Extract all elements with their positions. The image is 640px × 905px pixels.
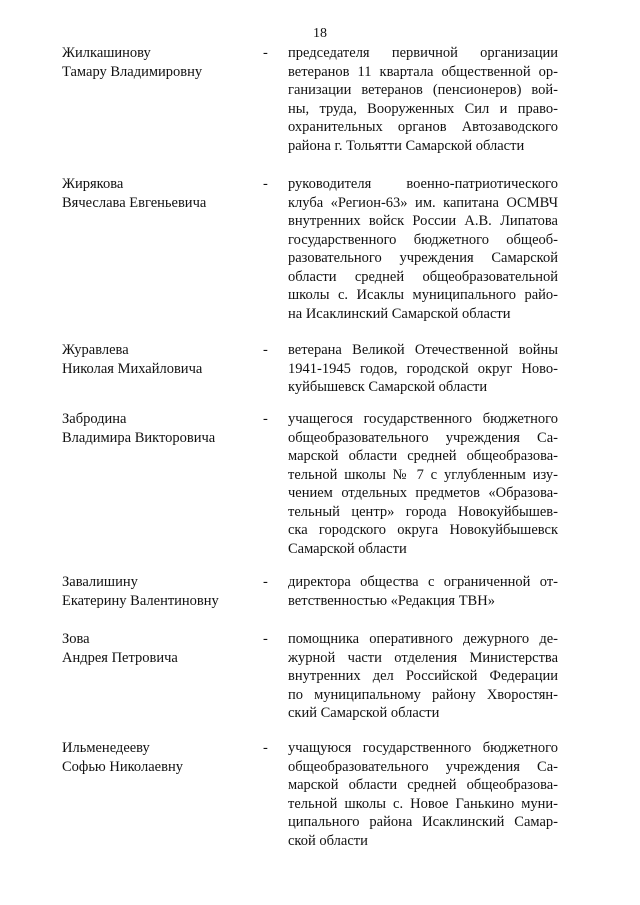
description-line: руководителя военно-патриотического: [288, 176, 558, 192]
person-name: [62, 341, 252, 378]
entry-description: [288, 739, 558, 850]
description-line: разовательного учреждения Самарской: [288, 250, 558, 266]
description-line: директора общества с ограниченной от-: [288, 574, 558, 590]
description-line: ны, труда, Вооруженных Сил и право-: [288, 100, 558, 117]
entry-dash: -: [263, 342, 268, 358]
person-surname: Жилкашинову: [62, 45, 151, 61]
description-line: марской области средней общеобразова-: [288, 448, 558, 464]
description-line: председателя первичной организации: [288, 45, 558, 61]
entry-dash: -: [263, 574, 268, 590]
description-line: области средней общеобразовательной: [288, 268, 558, 285]
description-line: марской области средней общеобразова-: [288, 777, 558, 793]
entry-description: [288, 175, 558, 323]
person-surname: Журавлева: [62, 342, 129, 358]
person-given-names: Николая Михайловича: [62, 360, 203, 377]
person-surname: Завалишину: [62, 574, 138, 590]
person-surname: Ильменедееву: [62, 740, 150, 756]
person-surname: Забродина: [62, 411, 127, 427]
description-line: учащегося государственного бюджетного: [288, 411, 558, 427]
description-line: ветерана Великой Отечественной войны: [288, 342, 558, 358]
description-line: ветственностью «Редакция ТВН»: [288, 592, 495, 609]
entry-dash: -: [263, 740, 268, 756]
person-given-names: Андрея Петровича: [62, 649, 178, 666]
description-line: общеобразовательного учреждения Са-: [288, 429, 558, 446]
description-line: школы с. Исаклы муниципального райо-: [288, 287, 558, 303]
person-given-names: Вячеслава Евгеньевича: [62, 194, 207, 211]
description-line: государственного бюджетного общеоб-: [288, 231, 558, 248]
person-name: [62, 573, 252, 610]
entry-description: [288, 630, 558, 723]
person-surname: Жирякова: [62, 176, 124, 192]
entry-description: [288, 44, 558, 155]
person-given-names: Тамару Владимировну: [62, 63, 203, 80]
person-surname: Зова: [62, 631, 90, 647]
description-line: помощника оперативного дежурного де-: [288, 631, 558, 647]
description-line: ска городского округа Новокуйбышевск: [288, 522, 558, 538]
entry-dash: -: [263, 176, 268, 192]
person-given-names: Владимира Викторовича: [62, 429, 216, 446]
description-line: общеобразовательного учреждения Са-: [288, 758, 558, 775]
description-line: на Исаклинский Самарской области: [288, 305, 511, 322]
person-name: [62, 630, 252, 667]
person-name: [62, 739, 252, 776]
description-line: тельной школы № 7 с углубленным изу-: [288, 466, 558, 483]
person-name: [62, 410, 252, 447]
description-line: ский Самарской области: [288, 705, 440, 721]
person-name: [62, 44, 252, 81]
description-line: ской области: [288, 832, 368, 849]
description-line: клуба «Регион-63» им. капитана ОСМВЧ: [288, 194, 558, 211]
description-line: ветеранов 11 квартала общественной ор-: [288, 63, 558, 80]
description-line: охранительных органов Автозаводского: [288, 119, 558, 135]
description-line: тельный центр» города Новокуйбышев-: [288, 503, 558, 520]
entry-description: [288, 573, 558, 610]
person-given-names: Софью Николаевну: [62, 758, 183, 775]
description-line: по муниципальному району Хворостян-: [288, 686, 558, 703]
description-line: 1941-1945 годов, городской округ Ново-: [288, 360, 558, 377]
description-line: района г. Тольятти Самарской области: [288, 137, 525, 154]
entry-description: [288, 410, 558, 558]
description-line: куйбышевск Самарской области: [288, 379, 488, 395]
person-given-names: Екатерину Валентиновну: [62, 592, 219, 609]
entry-dash: -: [263, 45, 268, 61]
page-number: 18: [313, 26, 327, 41]
description-line: учащуюся государственного бюджетного: [288, 740, 558, 756]
person-name: [62, 175, 252, 212]
description-line: чением отдельных предметов «Образова-: [288, 485, 558, 501]
description-line: Самарской области: [288, 540, 407, 557]
description-line: внутренних войск России А.В. Липатова: [288, 213, 558, 229]
description-line: журной части отделения Министерства: [288, 649, 558, 666]
description-line: внутренних дел Российской Федерации: [288, 668, 558, 684]
description-line: тельной школы с. Новое Ганькино муни-: [288, 795, 558, 812]
description-line: ципального района Исаклинский Самар-: [288, 814, 558, 830]
entry-dash: -: [263, 411, 268, 427]
description-line: ганизации ветеранов (пенсионеров) вой-: [288, 82, 558, 98]
entry-description: [288, 341, 558, 397]
entry-dash: -: [263, 631, 268, 647]
